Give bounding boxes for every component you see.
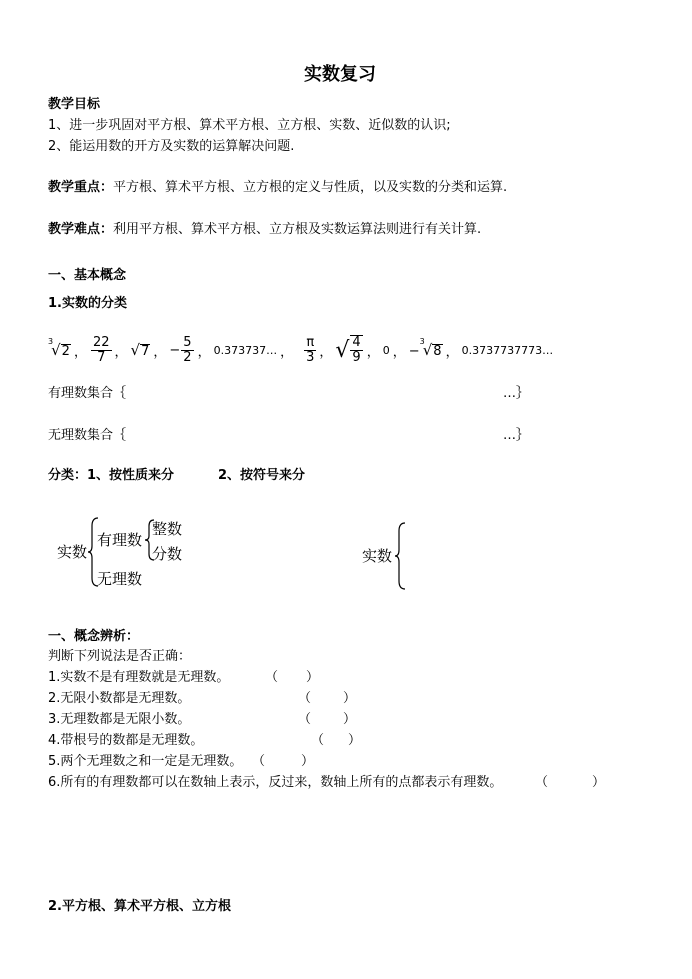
tree1-fraction: 分数: [152, 545, 183, 563]
difficulty-text: 利用平方根、算术平方根、立方根及实数运算法则进行有关计算.: [113, 222, 482, 237]
key-point-label: 教学重点：: [48, 180, 114, 195]
question-3: 3.无理数都是无限小数。: [48, 712, 191, 727]
tree1-root: 实数: [57, 543, 88, 561]
irrational-set-end: …｝: [503, 428, 530, 443]
section1-heading: 一、基本概念: [48, 268, 127, 283]
classify-label-2: 2、按符号来分: [218, 468, 306, 483]
sub2-heading: 2.平方根、算术平方根、立方根: [48, 899, 231, 914]
sep: ，: [197, 344, 211, 360]
rational-set-end: …｝: [503, 386, 530, 401]
difficulty-label: 教学难点：: [48, 222, 114, 237]
frac-22-7: $\frac{22}{7}$: [92, 334, 110, 365]
answer-paren-1[interactable]: （ ）: [265, 670, 320, 685]
answer-paren-2[interactable]: （ ）: [298, 691, 357, 706]
sep: ，: [280, 344, 294, 360]
goal-item-1: 1、进一步巩固对平方根、算术平方根、立方根、实数、近似数的认识;: [48, 118, 451, 133]
irrational-set-label: 无理数集合｛: [48, 428, 127, 443]
number-list: [48, 330, 556, 370]
section2-heading: 一、概念辨析：: [48, 629, 140, 644]
tree2-brace: [395, 521, 407, 591]
sep: ，: [319, 344, 333, 360]
question-1: 1.实数不是有理数就是无理数。: [48, 670, 230, 685]
cbrt2: $^3$√2: [48, 337, 70, 359]
sep: ，: [366, 344, 380, 360]
sub1-heading: 1.实数的分类: [48, 296, 127, 311]
sep: ，: [73, 344, 87, 360]
question-4: 4.带根号的数都是无理数。: [48, 733, 204, 748]
tree1-integer: 整数: [152, 520, 183, 538]
frac-pi-3: $\frac{\pi}{3}$: [306, 334, 315, 365]
answer-paren-6[interactable]: （ ）: [535, 775, 606, 790]
tree1-rational: 有理数: [97, 531, 143, 549]
goals-heading: 教学目标: [48, 97, 101, 112]
sqrt7: √7: [130, 341, 150, 359]
goal-item-2: 2、能运用数的开方及实数的运算解决问题.: [48, 139, 295, 154]
key-point-text: 平方根、算术平方根、立方根的定义与性质，以及实数的分类和运算.: [113, 180, 508, 195]
dec1: 0.373737…: [213, 343, 278, 357]
page-title: 实数复习: [304, 64, 376, 85]
tree2-root: 实数: [362, 547, 393, 565]
neg-cbrt8: −$^3$√8: [408, 337, 442, 359]
rational-set-label: 有理数集合｛: [48, 386, 127, 401]
section2-intro: 判断下列说法是否正确：: [48, 649, 192, 664]
question-2: 2.无限小数都是无理数。: [48, 691, 191, 706]
sep: ，: [392, 344, 406, 360]
sep: ，: [114, 344, 128, 360]
answer-paren-5[interactable]: （ ）: [252, 754, 315, 769]
tree1-irrational: 无理数: [97, 570, 143, 588]
question-5: 5.两个无理数之和一定是无理数。: [48, 754, 243, 769]
sqrt-4-9: √ $\frac{4}{9}$: [335, 335, 361, 365]
zero: 0: [382, 343, 390, 357]
dec2: 0.3737737773…: [461, 343, 554, 357]
sep: ，: [445, 344, 459, 360]
question-6: 6.所有的有理数都可以在数轴上表示，反过来，数轴上所有的点都表示有理数。: [48, 775, 503, 790]
answer-paren-3[interactable]: （ ）: [298, 712, 357, 727]
answer-paren-4[interactable]: （ ）: [311, 733, 362, 748]
difficulty: [48, 218, 481, 237]
classify-label: 分类：1、按性质来分: [48, 468, 175, 483]
key-point: [48, 176, 507, 195]
sep: ，: [153, 344, 167, 360]
neg-frac-5-2: − $\frac{5}{2}$: [169, 334, 192, 365]
